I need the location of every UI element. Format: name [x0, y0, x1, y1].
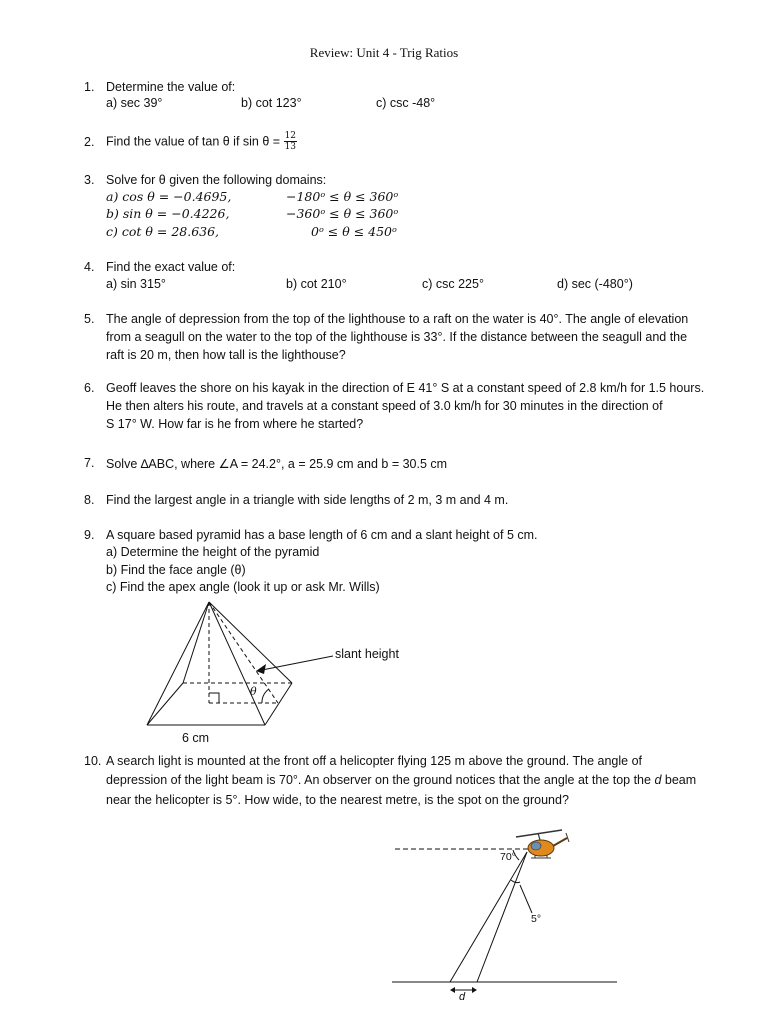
helicopter-icon [516, 830, 569, 858]
angle-5-label: 5° [531, 913, 542, 925]
part-a: a) sin 315° [106, 277, 166, 291]
part-c: c) csc 225° [422, 277, 484, 291]
question-number: 10. [84, 754, 102, 768]
part-b: b) sin θ = −0.4226, [106, 206, 230, 221]
question-number: 5. [84, 312, 95, 326]
slant-height-label: slant height [335, 647, 399, 661]
question-text: Find the largest angle in a triangle with side lengths of 2 m, 3 m and 4 m. [106, 493, 509, 507]
question-prefix: Find the value of tan θ if sin θ = [106, 134, 281, 149]
beam-right-edge [477, 852, 527, 982]
part-c: c) csc -48° [376, 96, 436, 110]
part-d: d) sec (-480°) [557, 277, 633, 291]
question-line-1: A search light is mounted at the front off a helicopter flying 125 m above the ground. The angle of [106, 754, 642, 768]
part-b: b) cot 210° [286, 277, 347, 291]
part-a: a) sec 39° [106, 96, 163, 110]
part-c: c) cot θ = 28.636, [106, 224, 220, 239]
question-number: 6. [84, 381, 95, 395]
question-number: 8. [84, 493, 95, 507]
question-line-2: He then alters his route, and travels at a constant speed of 3.0 km/h for 30 minutes in the direction of [106, 399, 663, 413]
part-c: c) Find the apex angle (look it up or ask Mr. Wills) [106, 580, 380, 594]
question-line-2-end: beam [664, 773, 697, 787]
variable-d: d [654, 773, 662, 787]
part-b: b) Find the face angle (θ) [106, 563, 246, 577]
beam-left-edge [450, 852, 527, 982]
base-length-label: 6 cm [182, 731, 210, 745]
part-b: b) cot 123° [241, 96, 302, 110]
question-line-3: raft is 20 m, then how tall is the lighthouse? [106, 348, 346, 362]
question-line-3: near the helicopter is 5°. How wide, to the nearest metre, is the spot on the ground? [106, 793, 569, 807]
question-number: 4. [84, 260, 95, 274]
question-number: 3. [84, 173, 95, 187]
part-a-domain: −180ᵒ ≤ θ ≤ 360ᵒ [286, 189, 399, 204]
theta-label: θ [250, 685, 257, 698]
question-line-1: Geoff leaves the shore on his kayak in the direction of E 41° S at a constant speed of 2.8 km/h for 1.5 hours. [106, 381, 705, 395]
question-number: 2. [84, 135, 95, 149]
question-stem: Determine the value of: [106, 80, 236, 94]
d-label: d [459, 991, 466, 1003]
part-a: a) cos θ = −0.4695, [106, 189, 232, 204]
question-stem: A square based pyramid has a base length of 6 cm and a slant height of 5 cm. [106, 528, 538, 542]
fraction-denominator: 13 [284, 142, 297, 152]
fraction-numerator: 12 [284, 131, 297, 141]
question-stem: Find the exact value of: [106, 260, 236, 274]
d-arrow-right [472, 987, 477, 993]
question-line-2: from a seagull on the water to the top of the lighthouse is 33°. If the distance between the seagull and the [106, 330, 688, 344]
page-title: Review: Unit 4 - Trig Ratios [309, 45, 459, 60]
question-number: 9. [84, 528, 95, 542]
part-c-domain: 0ᵒ ≤ θ ≤ 450ᵒ [311, 224, 397, 239]
question-line-2-text: depression of the light beam is 70°. An observer on the ground notices that the angle at the top the [106, 773, 651, 787]
d-arrow-left [450, 987, 455, 993]
five-degree-pointer [520, 885, 532, 913]
angle-70-label: 70° [500, 851, 516, 863]
question-stem: Solve for θ given the following domains: [106, 173, 327, 187]
question-number: 7. [84, 456, 95, 470]
part-b-domain: −360ᵒ ≤ θ ≤ 360ᵒ [286, 206, 399, 221]
question-line-1: The angle of depression from the top of the lighthouse to a raft on the water is 40°. The angle of elevation [106, 312, 689, 326]
question-line-3: S 17° W. How far is he from where he started? [106, 417, 364, 431]
question-text: Solve ∆ABC, where ∠A = 24.2°, a = 25.9 cm and b = 30.5 cm [106, 457, 448, 471]
question-number: 1. [84, 80, 95, 94]
part-a: a) Determine the height of the pyramid [106, 545, 320, 559]
